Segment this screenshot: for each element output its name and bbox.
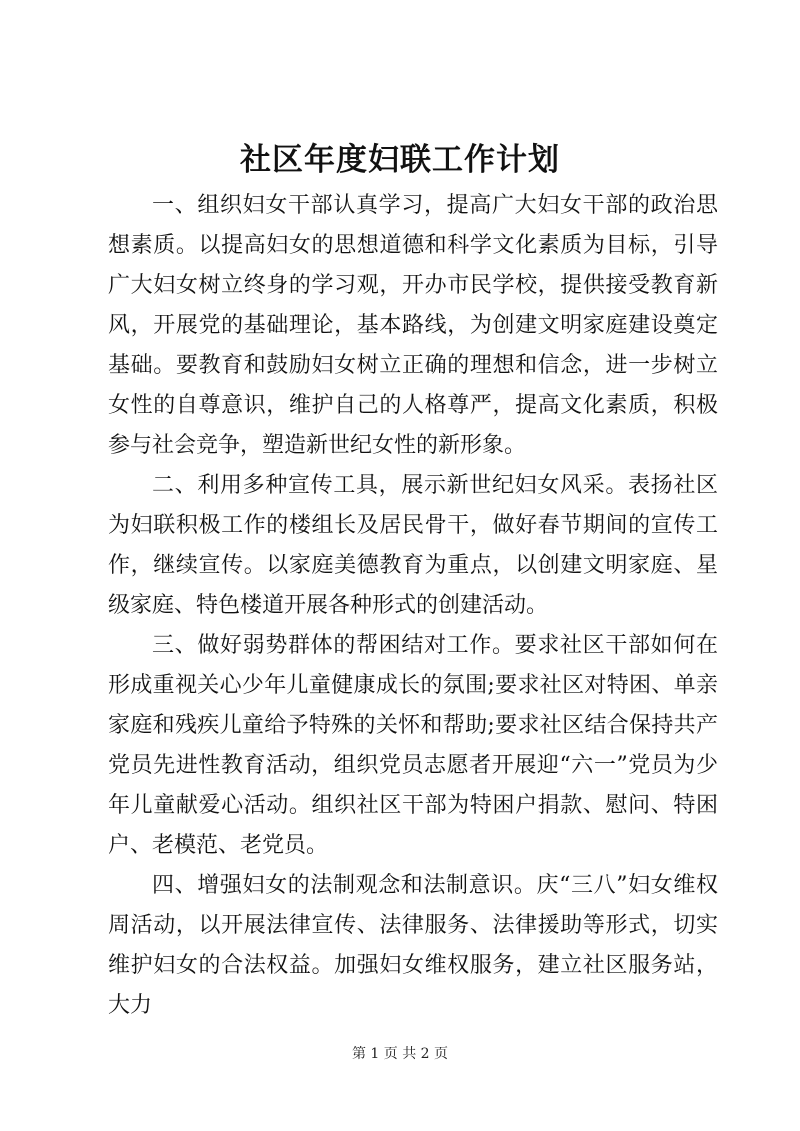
paragraph-3: 三、做好弱势群体的帮困结对工作。要求社区干部如何在形成重视关心少年儿童健康成长的氛围;要求社区对特困、单亲家庭和残疾儿童给予特殊的关怀和帮助;要求社区结合保持共产党员先进性教育活动，组织党员志愿者开展迎“六一”党员为少年儿童献爱心活动。组织社区干部为特困户捐款、慰问、特困户、老模范、老党员。 <box>108 633 718 858</box>
paragraph-2: 二、利用多种宣传工具，展示新世纪妇女风采。表扬社区为妇联积极工作的楼组长及居民骨干，做好春节期间的宣传工作，继续宣传。以家庭美德教育为重点，以创建文明家庭、星级家庭、特色楼道开展各种形式的创建活动。 <box>108 473 718 618</box>
page-footer: 第 1 页 共 2 页 <box>351 1046 449 1062</box>
paragraph-1: 一、组织妇女干部认真学习，提高广大妇女干部的政治思想素质。以提高妇女的思想道德和科学文化素质为目标，引导广大妇女树立终身的学习观，开办市民学校，提供接受教育新风，开展党的基础理论，基本路线，为创建文明家庭建设奠定基础。要教育和鼓励妇女树立正确的理想和信念，进一步树立女性的自尊意识，维护自己的人格尊严，提高文化素质，积极参与社会竞争，塑造新世纪女性的新形象。 <box>108 193 718 458</box>
paragraph-4: 四、增强妇女的法制观念和法制意识。庆“三八”妇女维权周活动，以开展法律宣传、法律服务、法律援助等形式，切实维护妇女的合法权益。加强妇女维权服务，建立社区服务站，大力 <box>108 873 718 1018</box>
document-title: 社区年度妇联工作计划 <box>240 142 560 178</box>
document-body <box>108 186 718 1026</box>
